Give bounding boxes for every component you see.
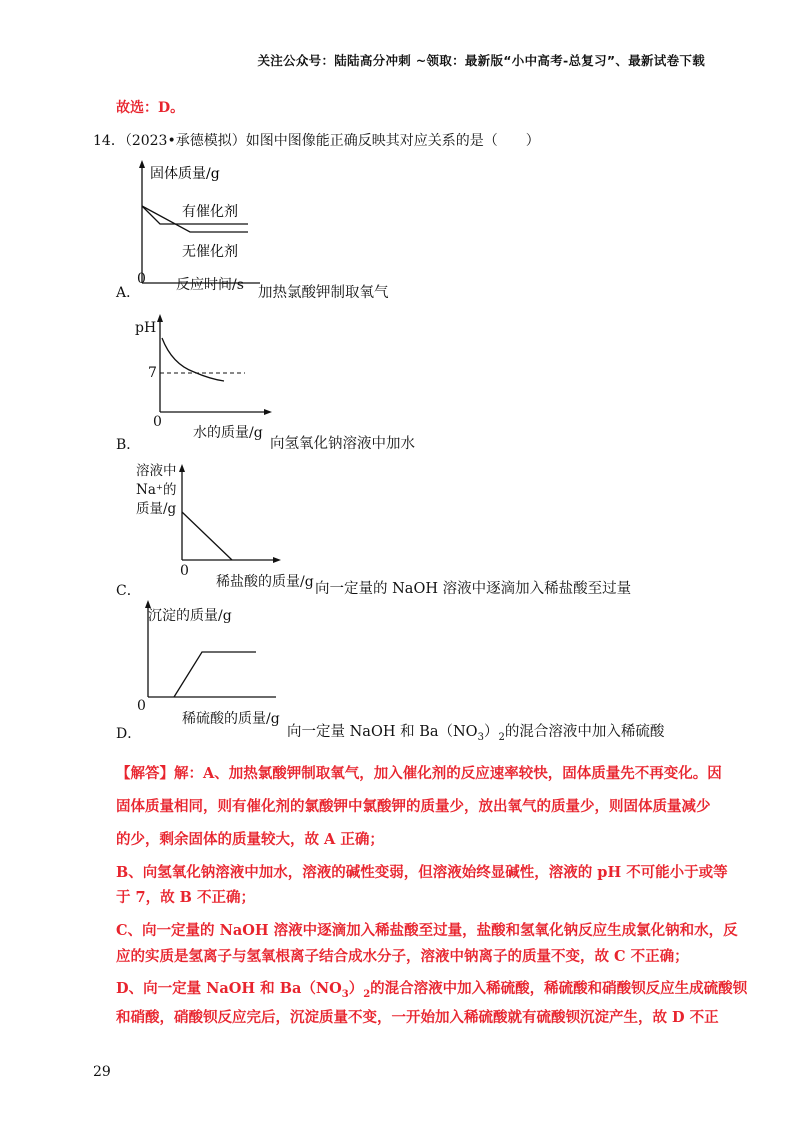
option-d-desc-part3: 的混合溶液中加入稀硫酸 <box>504 724 665 740</box>
option-c-label: C． <box>116 583 141 599</box>
option-d-description <box>287 720 664 743</box>
solution-line-8-part3: 的混合溶液中加入稀硫酸，稀硫酸和硝酸钡反应生成硫酸钡 <box>370 980 748 997</box>
solution-line-8-sub2: 2 <box>363 988 371 1000</box>
solution-line-8-sub: 3 <box>341 988 349 1000</box>
question-source: （2023•承德模拟） <box>124 133 246 149</box>
graph-b <box>150 312 275 417</box>
solution-line-7: 应的实质是氢离子与氢氧根离子结合成水分子，溶液中钠离子的质量不变，故 C 不正确； <box>116 948 689 965</box>
page-number: 29 <box>93 1064 111 1080</box>
graph-a-ylabel: 固体质量/g <box>150 166 220 182</box>
solution-tag: 【解答】 <box>116 765 174 782</box>
question-text: 如图中图像能正确反映其对应关系的是（ ） <box>245 133 540 149</box>
graph-a-y-arrow <box>139 160 145 168</box>
option-a-description: 加热氯酸钾制取氧气 <box>258 285 389 301</box>
solution-line-8-part1: D、向一定量 NaOH 和 Ba（NO <box>116 980 342 997</box>
question-stem <box>93 130 540 150</box>
page-header: 关注公众号：陆陆高分冲刺 ~领取：最新版“小中高考-总复习”、最新试卷下载 <box>257 53 705 68</box>
graph-c-x-arrow <box>273 557 281 563</box>
solution-line-6: C、向一定量的 NaOH 溶液中逐滴加入稀盐酸至过量，盐酸和氢氧化钠反应生成氯化钠和水，反 <box>116 922 738 939</box>
graph-d-xlabel: 稀硫酸的质量/g <box>182 711 280 727</box>
graph-b-xlabel: 水的质量/g <box>193 425 263 441</box>
graph-c-ylabel-line2: Na⁺的 <box>136 482 177 498</box>
graph-c-origin: 0 <box>180 563 189 579</box>
graph-c-line <box>182 512 232 560</box>
graph-a-label-no-catalyst: 无催化剂 <box>182 244 238 260</box>
graph-d <box>138 598 283 703</box>
solution-line-1-text: 解：A、加热氯酸钾制取氧气，加入催化剂的反应速率较快，固体质量先不再变化。因 <box>174 765 722 782</box>
previous-answer: 故选：D。 <box>116 100 185 116</box>
option-d-desc-part1: 向一定量 NaOH 和 Ba（NO <box>287 724 478 740</box>
graph-d-ylabel: 沉淀的质量/g <box>148 608 232 624</box>
option-b-label: B． <box>116 437 141 453</box>
graph-c-ylabel-line1: 溶液中 <box>136 463 177 479</box>
option-d-desc-part2: ） <box>483 724 499 740</box>
option-a-label: A． <box>116 285 141 301</box>
graph-c <box>174 462 284 564</box>
solution-line-8 <box>116 977 748 1000</box>
solution-line-2: 固体质量相同，则有催化剂的氯酸钾中氯酸钾的质量少，放出氧气的质量少，则固体质量减少 <box>116 798 711 815</box>
graph-c-ylabel <box>136 462 177 519</box>
option-d-desc-sub: 3 <box>477 731 484 743</box>
solution-line-4: B、向氢氧化钠溶液中加水，溶液的碱性变弱，但溶液始终显碱性，溶液的 pH 不可能小于或等 <box>116 864 728 881</box>
graph-b-ylabel: pH <box>135 320 157 336</box>
graph-d-y-arrow <box>145 600 151 608</box>
graph-b-origin: 0 <box>153 414 162 430</box>
graph-b-ref-tick: 7 <box>148 365 157 381</box>
graph-a-label-catalyst: 有催化剂 <box>182 204 238 220</box>
graph-a-xlabel: 反应时间/s <box>176 277 244 293</box>
question-number: 14． <box>93 133 125 149</box>
option-c-description: 向一定量的 NaOH 溶液中逐滴加入稀盐酸至过量 <box>315 581 632 597</box>
solution-line-1 <box>116 762 722 783</box>
graph-c-y-arrow <box>179 464 185 472</box>
solution-line-9: 和硝酸，硝酸钡反应完后，沉淀质量不变，一开始加入稀硫酸就有硫酸钡沉淀产生，故 D 不正 <box>116 1009 719 1026</box>
graph-b-x-arrow <box>264 409 272 415</box>
option-d-desc-sub2: 2 <box>498 731 505 743</box>
graph-c-xlabel: 稀盐酸的质量/g <box>216 574 314 590</box>
solution-line-8-part2: ） <box>348 980 364 997</box>
graph-a-origin: 0 <box>137 271 146 287</box>
option-d-label: D． <box>116 726 142 742</box>
graph-c-ylabel-line3: 质量/g <box>136 501 177 517</box>
graph-b-curve <box>162 338 224 381</box>
option-b-description: 向氢氧化钠溶液中加水 <box>270 436 415 452</box>
graph-d-curve <box>174 652 256 697</box>
graph-b-y-arrow <box>157 314 163 322</box>
graph-a <box>130 158 265 293</box>
solution-line-3: 的少，剩余固体的质量较大，故 A 正确； <box>116 831 384 848</box>
graph-d-origin: 0 <box>137 698 146 714</box>
solution-line-5: 于 7，故 B 不正确； <box>116 889 255 906</box>
